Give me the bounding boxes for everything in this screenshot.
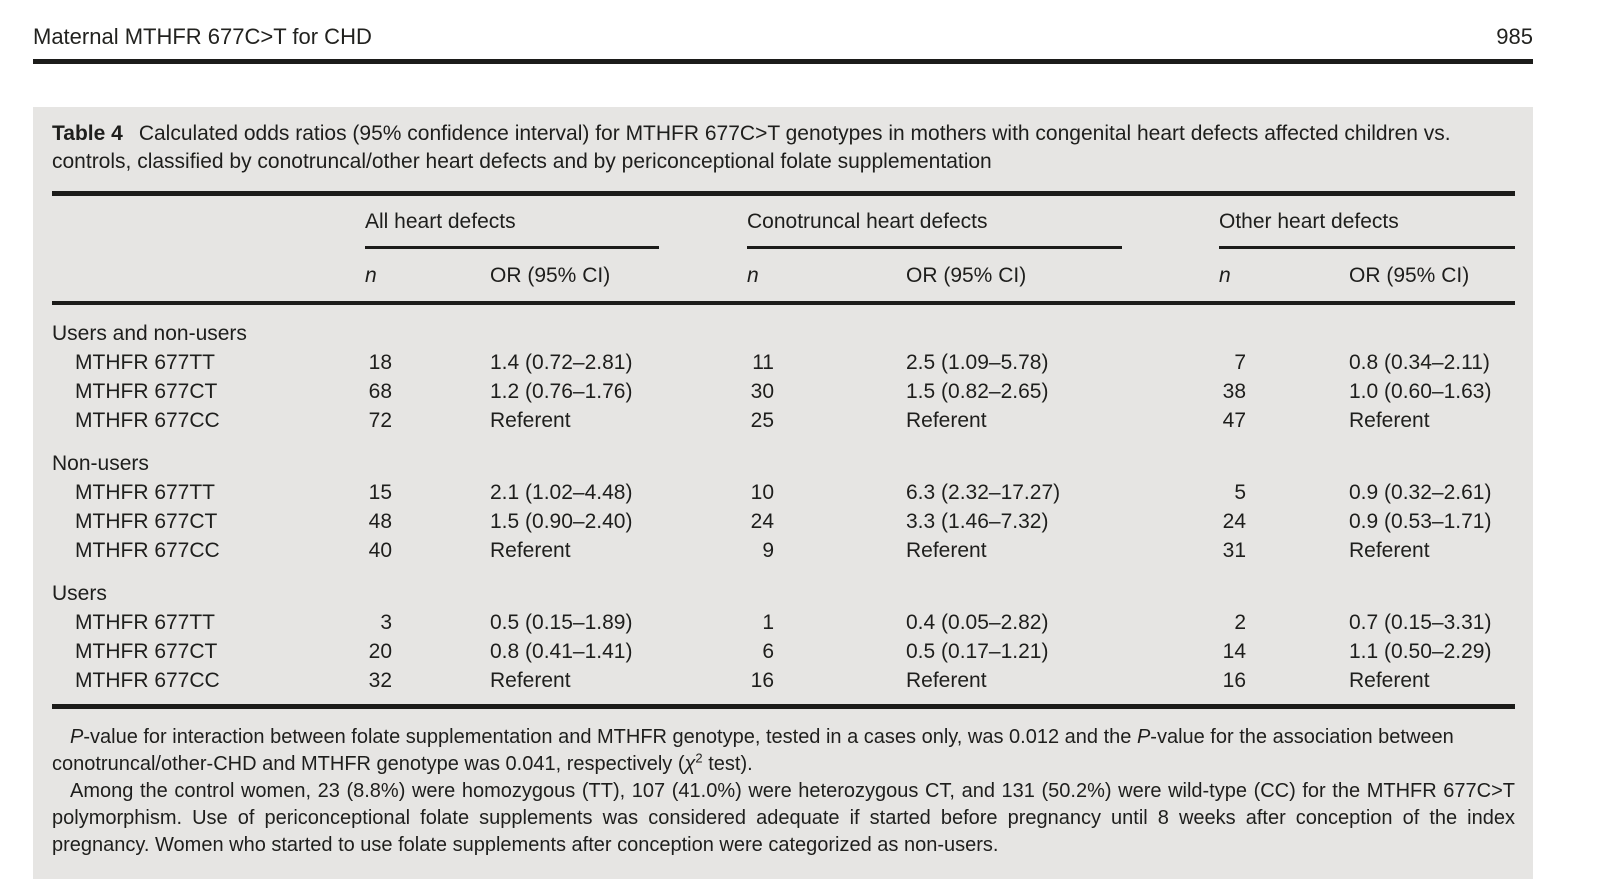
section-row: [52, 435, 1515, 478]
genotype-label: MTHFR 677TT: [75, 351, 216, 374]
cono-or: 3.3 (1.46–7.32): [906, 510, 1049, 533]
all-n: 15: [368, 481, 392, 504]
header-or-all: OR (95% CI): [400, 249, 747, 303]
page-header: [33, 0, 1533, 50]
section-label: Users and non-users: [52, 322, 247, 345]
cono-or: 2.5 (1.09–5.78): [906, 351, 1049, 374]
table-row: [52, 507, 1515, 536]
all-n: 40: [368, 539, 392, 562]
header-or-cono: OR (95% CI): [782, 249, 1219, 303]
cono-n: 11: [752, 351, 774, 374]
cono-n: 6: [762, 640, 774, 663]
group-other-heart-defects: [1219, 194, 1515, 250]
genotype-label: MTHFR 677CT: [75, 510, 218, 533]
table-row: [52, 478, 1515, 507]
genotype-label: MTHFR 677CC: [75, 539, 220, 562]
other-or: 1.1 (0.50–2.29): [1349, 640, 1492, 663]
cono-or: 0.4 (0.05–2.82): [906, 611, 1049, 634]
genotype-label: MTHFR 677CC: [75, 409, 220, 432]
sub-header-row: [52, 249, 1515, 303]
all-or: 1.5 (0.90–2.40): [490, 510, 633, 533]
column-group-row: [52, 194, 1515, 250]
other-n: 14: [1222, 640, 1246, 663]
table-row: [52, 608, 1515, 637]
all-n: 18: [368, 351, 392, 374]
group-label: Conotruncal heart defects: [747, 210, 988, 233]
all-n: 32: [365, 666, 400, 707]
page-number: 985: [1496, 24, 1533, 49]
empty-header-cell: [52, 194, 365, 250]
all-n: 20: [368, 640, 392, 663]
cono-n: 30: [750, 380, 774, 403]
table-caption: [52, 120, 1497, 176]
group-label: Other heart defects: [1219, 210, 1399, 233]
genotype-label: MTHFR 677CT: [75, 640, 218, 663]
genotype-label: MTHFR 677CC: [52, 666, 365, 707]
cono-n: 1: [762, 611, 774, 634]
other-n: 31: [1222, 539, 1246, 562]
cono-n: 25: [750, 409, 774, 432]
all-or: Referent: [400, 666, 747, 707]
all-n: 72: [368, 409, 392, 432]
genotype-label: MTHFR 677TT: [75, 611, 216, 634]
section-label: Non-users: [52, 452, 149, 475]
header-rule: [33, 59, 1533, 64]
odds-ratio-table: [52, 191, 1515, 709]
section-label: Users: [52, 582, 107, 605]
genotype-label: MTHFR 677CT: [75, 380, 218, 403]
empty-header-cell: [52, 249, 365, 303]
cono-n: 9: [762, 539, 774, 562]
table4-panel: [33, 107, 1533, 879]
cono-or: Referent: [906, 539, 987, 562]
all-n: 68: [368, 380, 392, 403]
group-all-heart-defects: [365, 194, 747, 250]
table-row: [52, 348, 1515, 377]
table-caption-text: Calculated odds ratios (95% confidence interval) for MTHFR 677C>T genotypes in mothers with congenital heart defects affected children vs. controls, classified by conotruncal/other heart defects and by periconceptional folate supplementation: [52, 122, 1451, 173]
footnote-controls: Among the control women, 23 (8.8%) were homozygous (TT), 107 (41.0%) were heterozygous CT, and 131 (50.2%) were wild-type (CC) for the MTHFR 677C>T polymorphism. Use of periconceptional folate supplements was considered adequate if started before pregnancy until 8 weeks after conception of the index pregnancy. Women who started to use folate supplements after conception were categorized as non-users.: [52, 780, 1515, 856]
all-or: 0.8 (0.41–1.41): [490, 640, 633, 663]
all-or: Referent: [490, 409, 571, 432]
other-n: 38: [1222, 380, 1246, 403]
running-head-title: Maternal MTHFR 677C>T for CHD: [33, 24, 372, 49]
all-or: 0.5 (0.15–1.89): [490, 611, 633, 634]
group-conotruncal-heart-defects: [747, 194, 1219, 250]
section-row: [52, 565, 1515, 608]
other-or: 0.9 (0.53–1.71): [1349, 510, 1492, 533]
table-row: [52, 377, 1515, 406]
table-label: Table 4: [52, 122, 123, 145]
cono-n: 16: [747, 666, 782, 707]
table-row: [52, 406, 1515, 435]
header-n-other: n: [1219, 249, 1254, 303]
cono-or: 1.5 (0.82–2.65): [906, 380, 1049, 403]
cono-or: 0.5 (0.17–1.21): [906, 640, 1049, 663]
cono-or: Referent: [782, 666, 1219, 707]
footnote-pvalue: P-value for interaction between folate supplementation and MTHFR genotype, tested in a cases only, was 0.012 and the P-value for the association between conotruncal/other-CHD and MTHFR genotype was 0.041, respectively ($\chi^2$ test).: [52, 726, 1454, 775]
other-n: 2: [1234, 611, 1246, 634]
group-label: All heart defects: [365, 210, 516, 233]
header-or-other: OR (95% CI): [1254, 249, 1515, 303]
all-or: 1.4 (0.72–2.81): [490, 351, 633, 374]
other-or: 0.9 (0.32–2.61): [1349, 481, 1492, 504]
cono-or: Referent: [906, 409, 987, 432]
other-or: 1.0 (0.60–1.63): [1349, 380, 1492, 403]
table-row: [52, 536, 1515, 565]
journal-page: [33, 0, 1533, 879]
other-or: Referent: [1254, 666, 1515, 707]
section-row: [52, 303, 1515, 348]
cono-n: 10: [750, 481, 774, 504]
other-or: Referent: [1349, 539, 1430, 562]
all-n: 48: [368, 510, 392, 533]
other-n: 16: [1219, 666, 1254, 707]
all-or: 2.1 (1.02–4.48): [490, 481, 633, 504]
cono-or: 6.3 (2.32–17.27): [906, 481, 1061, 504]
table-row: [52, 637, 1515, 666]
header-n-cono: n: [747, 249, 782, 303]
all-or: 1.2 (0.76–1.76): [490, 380, 633, 403]
other-n: 7: [1234, 351, 1246, 374]
other-n: 24: [1222, 510, 1246, 533]
other-n: 47: [1222, 409, 1246, 432]
other-n: 5: [1234, 481, 1246, 504]
table-row: [52, 666, 1515, 707]
other-or: 0.8 (0.34–2.11): [1349, 351, 1490, 374]
other-or: 0.7 (0.15–3.31): [1349, 611, 1492, 634]
genotype-label: MTHFR 677TT: [75, 481, 216, 504]
other-or: Referent: [1349, 409, 1430, 432]
header-n-all: n: [365, 249, 400, 303]
all-n: 3: [380, 611, 392, 634]
all-or: Referent: [490, 539, 571, 562]
table-footnotes: [52, 724, 1515, 859]
cono-n: 24: [750, 510, 774, 533]
